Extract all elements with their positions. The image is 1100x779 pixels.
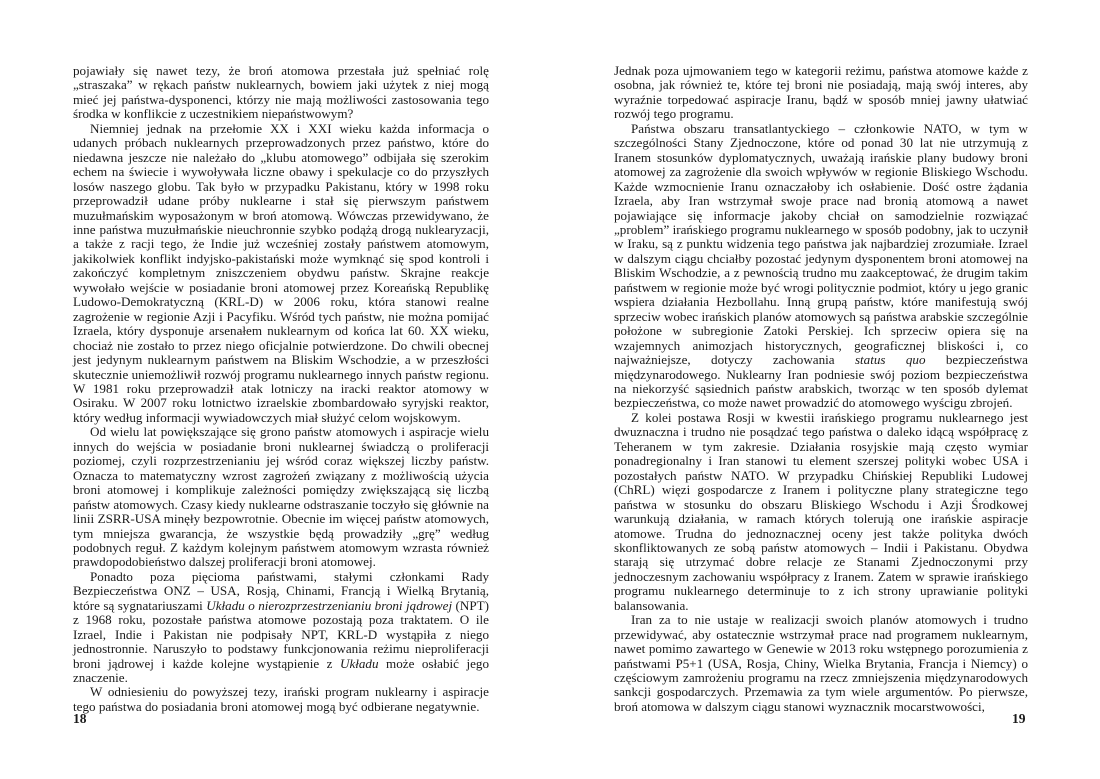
paragraph: Z kolei postawa Rosji w kwestii irańskiego programu nuklearnego jest dwuznaczna i trudno nie posądzać tego państwa o daleko idącą współpracę z Teheranem w tym zakresie. Działania rosyjskie mają często wymiar ponadregionalny i Iran stanowi tu element szerszej polityki wobec USA i pozostałych państw NATO. W przypadku Chińskiej Republiki Ludowej (ChRL) więzi gospodarcze z Iranem i polityczne plany strategiczne tego państwa w stosunku do obszaru Bliskiego Wschodu i Azji Środkowej warunkują działania, w ramach których tolerują one irańskie aspiracje atomowe. Trudna do jednoznacznej oceny jest także polityka dwóch skonfliktowanych ze sobą państw atomowych – Indii i Pakistanu. Obydwa starają się utrzymać dobre relacje ze Stanami Zjednoczonymi przy jednoczesnym zachowaniu współpracy z Iranem. Zatem w sprawie irańskiego programu nuklearnego determinuje to z ich strony uprawianie polityki balansowania. xyxy=(614,409,1028,613)
right-page xyxy=(550,0,1100,779)
treaty-title: Układu o nierozprzestrzenianiu broni jądrowej xyxy=(206,597,453,613)
paragraph: Niemniej jednak na przełomie XX i XXI wieku każda informacja o udanych próbach nuklearnych przeprowadzonych przez państwo, które do niedawna jeszcze nie należało do „klubu atomowego” odbijała się szerokim echem na świecie i wywoływała liczne obawy i spekulacje co do przyszłych losów naszego globu. Tak było w przypadku Pakistanu, który w 1998 roku przeprowadził udane próby nuklearne i stał się pierwszym państwem muzułmańskim wyposażonym w broń atomową. Wówczas przewidywano, że inne państwa muzułmańskie nieuchronnie szybko podążą drogą nuklearyzacji, a także z racji tego, że Indie już wcześniej zostały państwem atomowym, jakikolwiek konflikt indyjsko-pakistański może wymknąć się spod kontroli i zakończyć kompletnym zniszczeniem obydwu państw. Skrajne reakcje wywołało wejście w posiadanie broni atomowej przez Koreańską Republikę Ludowo-Demokratyczną (KRL-D) w 2006 roku, która stanowi realne zagrożenie w regionie Azji i Pacyfiku. Wśród tych państw, nie można pomijać Izraela, który dysponuje arsenałem nuklearnym od końca lat 60. XX wieku, chociaż nie zostało to przez niego oficjalnie potwierdzone. Do chwili obecnej jest jedynym nuklearnym państwem na Bliskim Wschodzie, a w przeszłości skutecznie uniemożliwił rozwój programu nuklearnego innych państw regionu. W 1981 roku przeprowadził atak lotniczy na iracki reaktor atomowy w Osiraku. W 2007 roku lotnictwo izraelskie zbombardowało syryjski reaktor, który według informacji wywiadowczych miał służyć celom wojskowym. xyxy=(73,120,489,425)
paragraph: W odniesieniu do powyższej tezy, irański program nuklearny i aspiracje tego państwa do posiadania broni atomowej mogą być odbierane negatywnie. xyxy=(73,684,489,714)
right-page-text xyxy=(614,64,1028,714)
page-number: 18 xyxy=(73,711,87,726)
status-quo-term: status quo xyxy=(854,352,926,368)
paragraph: pojawiały się nawet tezy, że broń atomowa przestała już spełniać rolę „straszaka” w rękach państw nuklearnych, bowiem jaki użytek z niej mogą mieć jej państwa-dysponenci, którzy nie mają możliwości zastosowania tego środka w konflikcie z uczestnikiem niepaństwowym? xyxy=(73,63,489,122)
treaty-short-title: Układu xyxy=(339,655,379,671)
left-page-text xyxy=(73,64,489,714)
paragraph: Ponadto poza pięcioma państwami, stałymi członkami Rady Bezpieczeństwa ONZ – USA, Rosją, Chinami, Francją i Wielką Brytanią, które są sygnatariuszami Układu o nierozprzestrzenianiu broni jądrowej (NPT) z 1968 roku, pozostałe państwa atomowe pozostają poza traktatem. O ile Izrael, Indie i Pakistan nie podpisały NPT, KRL-D wystąpiła z niego jednostronnie. Naruszyło to podstawy funkcjonowania reżimu nieproliferacji broni jądrowej i każde kolejne wystąpienie z Układu może osłabić jego znaczenie. xyxy=(73,568,490,686)
paragraph: Iran za to nie ustaje w realizacji swoich planów atomowych i trudno przewidywać, aby ostatecznie wstrzymał prace nad programem nuklearnym, nawet pomimo zawartego w Genewie w 2013 roku wstępnego porozumienia z państwami P5+1 (USA, Rosja, Chiny, Wielka Brytania, Francja i Niemcy) o częściowym zamrożeniu programu na rzecz zmniejszenia międzynarodowych sankcji gospodarczych. Przemawia za tym wiele argumentów. Po pierwsze, broń atomowa w dalszym ciągu stanowi wyznacznik mocarstwowości, xyxy=(614,612,1028,714)
page-number: 19 xyxy=(1012,711,1026,726)
paragraph: Państwa obszaru transatlantyckiego – członkowie NATO, w tym w szczególności Stany Zjednoczone, które od ponad 30 lat nie utrzymują z Iranem stosunków dyplomatycznych, uważają irańskie plany budowy broni atomowej za zagrożenie dla swoich wpływów w regionie Bliskiego Wschodu. Każde wzmocnienie Iranu oznaczałoby ich osłabienie. Dość ostre żądania Izraela, aby Iran wstrzymał swoje prace nad bronią atomową a nawet pojawiające się informacje jakoby chciał on samodzielnie rozwiązać „problem” irańskiego programu nuklearnego w sposób podobny, jak to uczynił w Iraku, są z punktu widzenia tego państwa jak najbardziej zrozumiałe. Izrael w dalszym ciągu chciałby pozostać jedynym dysponentem broni atomowej na Bliskim Wschodzie, a z pewnością trudno mu zaakceptować, że drugim takim państwem w regionie może być wrogi politycznie podmiot, który u jego granic wspiera działania Hezbollahu. Inną grupą państw, które manifestują swój sprzeciw wobec irańskich planów atomowych są państwa arabskie szczególnie położone w subregionie Zatoki Perskiej. Ich sprzeciw opiera się na wzajemnych animozjach historycznych, geograficznej bliskości i, co najważniejsze, dotyczy zachowania status quo bezpieczeństwa międzynarodowego. Nuklearny Iran podniesie swój poziom bezpieczeństwa na niekorzyść sąsiednich państw arabskich, tworząc w ten sposób dylemat bezpieczeństwa, co może nawet prowadzić do atomowego wyścigu zbrojeń. xyxy=(614,120,1028,411)
paragraph: Jednak poza ujmowaniem tego w kategorii reżimu, państwa atomowe każde z osobna, jak również te, które tej broni nie posiadają, mają swój interes, aby wyraźnie torpedować aspiracje Iranu, bądź w sposób mniej jawny ułatwiać rozwój tego programu. xyxy=(614,63,1028,122)
paragraph: Od wielu lat powiększające się grono państw atomowych i aspiracje wielu innych do wejścia w posiadanie broni nuklearnej świadczą o proliferacji poziomej, czyli rozprzestrzenianiu jej wśród coraz większej liczby państw. Oznacza to matematyczny wzrost zagrożeń związany z możliwością użycia broni atomowej i komplikuje zależności pomiędzy zwiększającą się liczbą państw atomowych. Czasy kiedy nuklearne odstraszanie toczyło się głównie na linii ZSRR-USA minęły bezpowrotnie. Obecnie im więcej państw atomowych, tym mniejsza gwarancja, że wszystkie będą prowadziły „grę” według podobnych reguł. Z każdym kolejnym państwem atomowym wzrasta również prawdopodobieństwo dalszej proliferacji broni atomowej. xyxy=(73,424,489,570)
